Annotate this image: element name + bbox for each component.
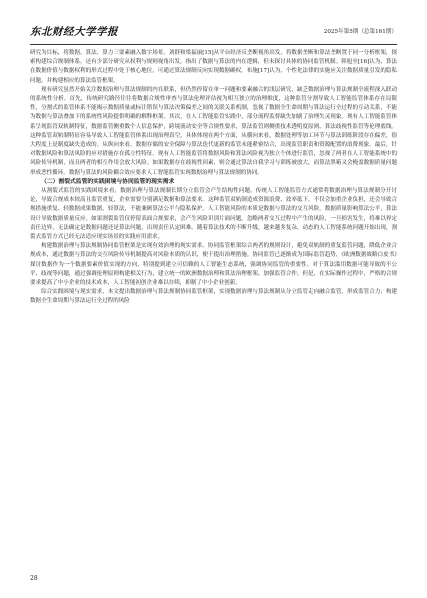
paragraph: 综合实践困境与现实需求，本文提出数据治理与算法规制协同监管框架，实现数据治理与算法规制从分立监管走向融合监管，形成监管合力；构建数据全生命周期与算法运行全过程的风险 (30, 289, 397, 305)
paragraph: 研究为目标，将数据、算法、算力三要素融入数字场景。刘群和梁福丽[15]从平台经济反垄断视角出发，将数据垄断和算法垄断置于同一分析框架，探索构建综合规制体系。还有少部分研究从权利与规则视角出发，指出了数据与算法的内在逻辑，但未探讨具体的协同监管机制。韩旭至[16]认为，算法在数据价值与数据权利的形式过程中处于核心地位，可通过算法规制反向实现数据确权。布施[17]认为，个性化法律的实施应关注数据质量引发的隐私问题，并构建相应的算法监管框架。 (30, 50, 397, 84)
section-heading: （二）割裂式监管的实践困境与协同监管的现实需求 (41, 178, 175, 185)
paragraph: 构建数据治理与算法规制协同监管框架是实现有效治理的现实需求。协同监管框架综合两者的规则设计，避免双轨制的重复监管问题，降低企业合规成本，通过数据与算法的交互风险传导机制提高对风险本质的认识，便于提出治理措施。协同监管已逐渐成为国际监管趋势，《欧洲数据战略白皮书》探讨数据作为一个数据要素价值实现的方向，特别提到建立可信赖的人工智能生态系统，强调协同监管的重要性。对于算法滥用数据可能导致的不公平、歧视等问题，通过强调伦理原则构建相关行为，建立统一的欧洲数据治理和算法治理框架，加强监管合作。但是，在实际操作过程中，严格的合规要求提高了中小企业的技术成本，人工智能初创企业难以存续，抑制了中小企业创新。 (30, 243, 397, 287)
header-rule (30, 44, 397, 45)
page-header (30, 24, 397, 42)
issue-info: 2025年第5期（总第161期） (323, 29, 397, 35)
paragraph: 从割裂式监管的实践困境来看，数据治理与算法规制长期分立监管会产生结构性问题。传统人工智能监管方式通常将数据治理与算法规制分开讨论，导致合规成本较高且监管重复，企业需要分别满足数据和算法要求。这种监管双轨制造成资源浪费、效率低下，不仅会加重企业负担，还会导致合规措施重复、轻数据成果数据、轻算法，不能兼顾算法公平与隐私保护。人工智能风险的本质是数据与算法的交互风险，数据质量影响算法公平，算法设计导致数据质量反应。如果割裂监管仅停留表面合规要求，会产生风险识别片面问题，忽略两者交互过程中产生的风险，一旦损害发生，将难以界定责任边界，无法确定是数据问题还是算法问题，出现责任认定困难。随着算法技术的不断升级，越来越多复杂、动态的人工智能系统问题开始出现，割裂式监管方式已经无法适应现实场景的实践应用需求。 (30, 188, 397, 241)
article-body (30, 49, 397, 569)
journal-logo: 东北财经大学学报 (30, 26, 118, 38)
paragraph: 现有研究虽然开始关注数据治理与算法规制的内在联系，但仍然停留在单一问题和要素融合的浅层研究，缺乏数据治理与算法规制全流程深入联动的系统性分析。首先，传统研究路径往往将数据合规性审查与算法伦理评估视为相互独立的治理维度，这种监管分割导致人工智能监管体系存在局限性，分割式的监管体系不能揭示数据质量或标注错误与算法决策偏差之间的关联关系机制，忽视了数据全生命周期与算法运行全过程的互动关系，不能为数据与算法叠加下的系统性风险提供明确的解释框架。其次，在人工智能监管实践中，部分流程监督缺失加剧了治理失灵现象。现有人工智能监管体系呈现监管双轨制特征，数据监管侧重数个人信息保护，跨境流动安全等合规性要求，算法监管则侧重技术透明度原则、算法歧视性监管等伦理底线。这种监管双轨制特征容易导致人工智能监管体系出现治理真空，具体体现在两个方面，从横向来看，数据处理等加工环节与算法训练阶段存在偏差，很大程度上是制度缺失造成的。从纵向来看，数据存储的安全保障与算法迭代更新的监管未能紧密结合，出现监管职责和资源配置的浪费现象。最后，针对数据风险和算法风险的应对措施存在孤立性特征。现有人工智能监管将数据风险和算法风险视为独立个体进行监管，忽视了两者在人工智能系统中的风险传导机制，而且两者的相互作用会放大风险。如果数据存在歧视性因素，则会通过算法自我学习与训练被放大，而算法黑箱又会掩盖数据质量问题形成恶性循环。数据与算法的风险耦合效应要求人工智能监管实现数据治理与算法规制的协同。 (30, 86, 397, 176)
page-number: 28 (30, 575, 38, 582)
